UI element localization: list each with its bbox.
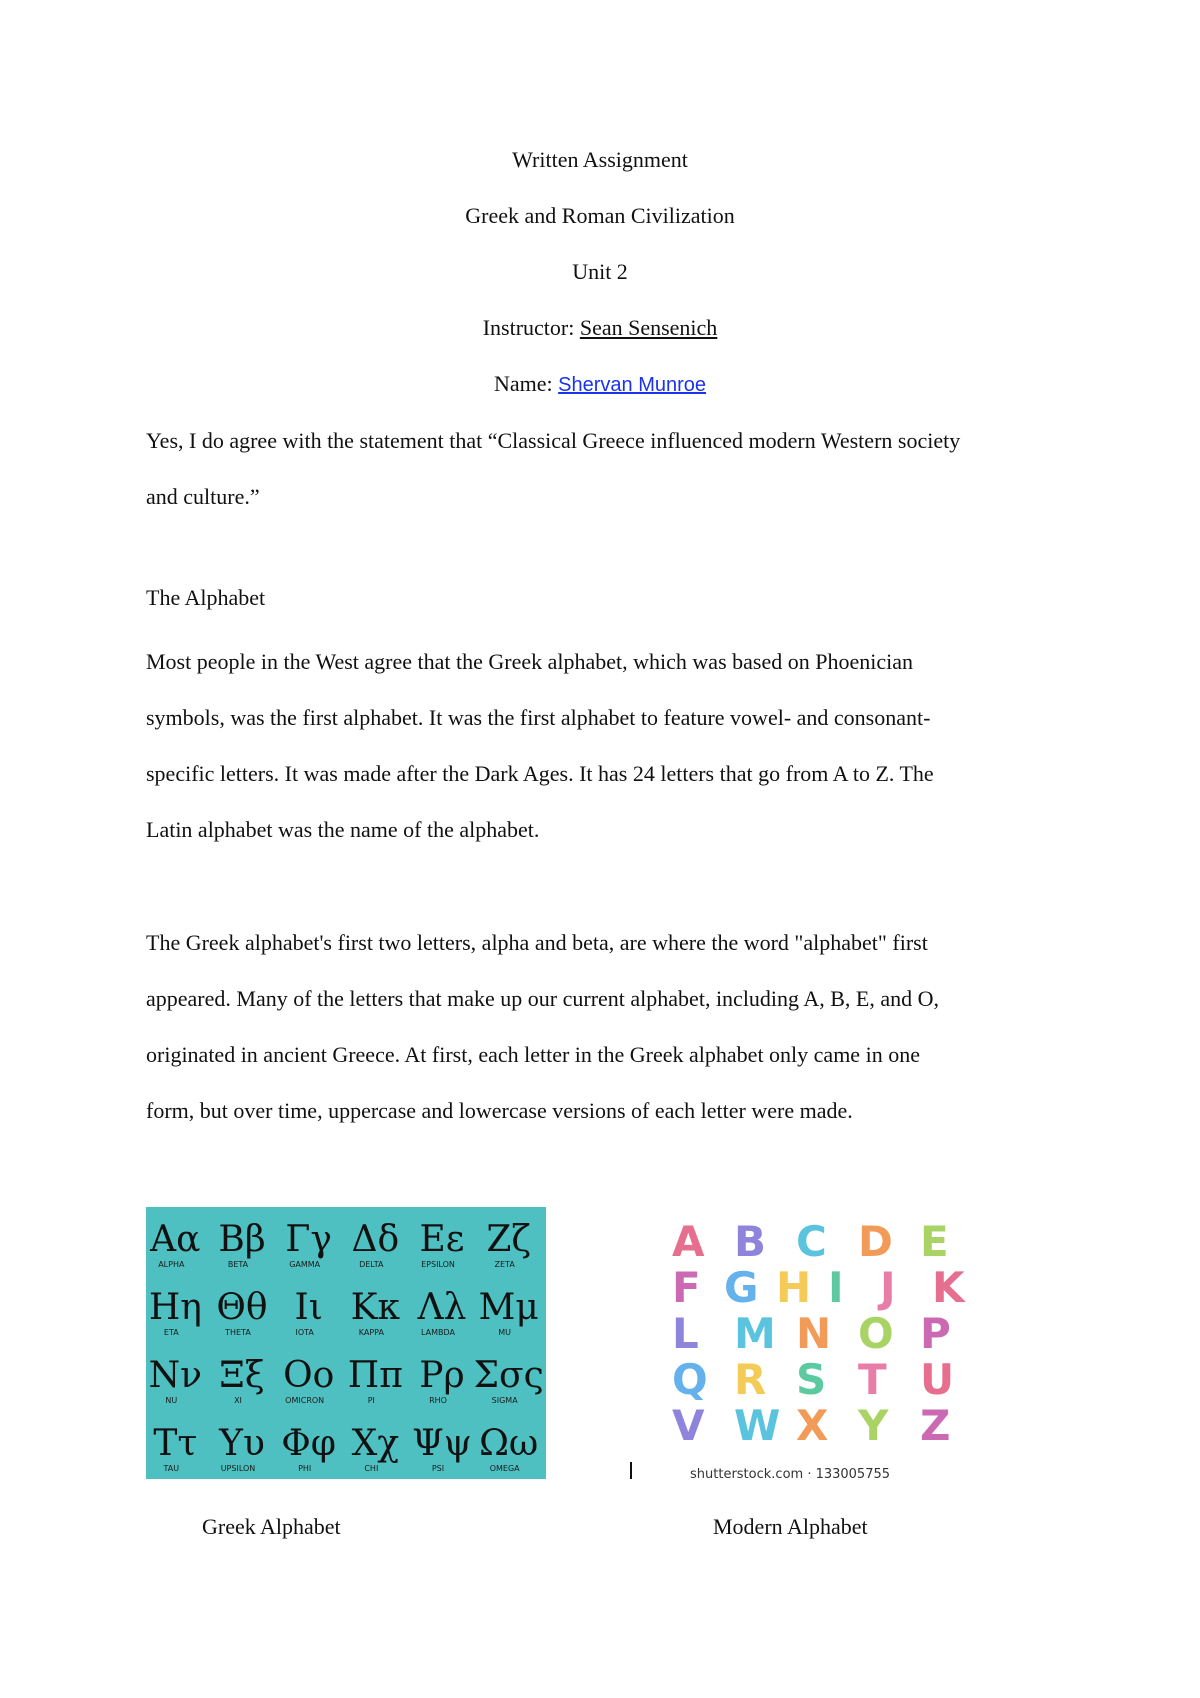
paragraph-line: specific letters. It was made after the Dark Ages. It has 24 letters that go from A to Z. The (146, 761, 934, 786)
greek-letter: Aα (150, 1219, 201, 1260)
greek-letter: Nν (148, 1355, 203, 1396)
modern-alphabet-image (660, 1212, 1000, 1490)
modern-letter: T (858, 1355, 887, 1404)
greek-letter-name: ETA (163, 1328, 179, 1337)
student-name-link[interactable]: Shervan Munroe (558, 374, 707, 396)
greek-letter-name: IOTA (295, 1328, 314, 1337)
modern-letter: E (920, 1217, 949, 1266)
greek-letter-name: NU (165, 1396, 178, 1405)
intro-line: Yes, I do agree with the statement that “Classical Greece influenced modern Western society (146, 428, 961, 453)
section-heading-text: The Alphabet (146, 585, 266, 610)
greek-letter: Δδ (351, 1219, 400, 1260)
greek-letter-name: RHO (429, 1396, 447, 1405)
greek-letter: Xχ (351, 1423, 400, 1464)
modern-letter: X (796, 1401, 829, 1450)
modern-letter: Z (920, 1401, 951, 1450)
modern-letter: C (796, 1217, 827, 1266)
modern-letter: M (734, 1309, 776, 1358)
unit-label: Unit 2 (572, 259, 628, 284)
greek-letter-name: DELTA (359, 1260, 384, 1269)
greek-letter: Γγ (285, 1219, 332, 1260)
greek-letter-name: SIGMA (491, 1396, 518, 1405)
modern-letter: D (858, 1217, 893, 1266)
modern-letter: J (880, 1263, 896, 1312)
greek-alphabet-chart (146, 1207, 546, 1479)
modern-letter: N (796, 1309, 832, 1358)
modern-letter: A (672, 1217, 705, 1266)
paragraph-line: Most people in the West agree that the Greek alphabet, which was based on Phoenician (146, 649, 913, 674)
greek-letter-name: CHI (364, 1464, 379, 1473)
paragraph-line: symbols, was the first alphabet. It was the first alphabet to feature vowel- and consonant- (146, 705, 931, 730)
modern-letter: F (672, 1263, 701, 1312)
paragraph-line: appeared. Many of the letters that make up our current alphabet, including A, B, E, and O, (146, 986, 939, 1011)
instructor-line (0, 313, 1200, 343)
greek-letter: Eε (419, 1219, 465, 1260)
greek-letter: Yυ (219, 1423, 265, 1464)
modern-letter: I (828, 1263, 844, 1312)
modern-letter: K (932, 1263, 965, 1312)
course-name: Greek and Roman Civilization (465, 203, 735, 228)
greek-letter-name: ALPHA (158, 1260, 185, 1269)
modern-letter: H (776, 1263, 812, 1312)
greek-letter: Φφ (281, 1423, 337, 1464)
modern-letter: V (672, 1401, 705, 1450)
name-label: Name: (493, 371, 559, 396)
greek-letter: Mμ (478, 1287, 539, 1328)
greek-letter-name: TAU (163, 1464, 180, 1473)
intro-paragraph (146, 413, 1058, 525)
instructor-name: Sean Sensenich (579, 315, 718, 340)
modern-letter: B (734, 1217, 767, 1266)
greek-letter-name: GAMMA (289, 1260, 321, 1269)
paragraph-line: originated in ancient Greece. At first, each letter in the Greek alphabet only came in one (146, 1042, 920, 1067)
alphabet-paragraph-2 (146, 915, 1058, 1139)
modern-letter: L (672, 1309, 699, 1358)
modern-letter: U (920, 1355, 955, 1404)
modern-letter: Y (858, 1401, 889, 1450)
greek-letter: Pρ (419, 1355, 465, 1396)
assignment-title: Written Assignment (512, 147, 688, 172)
greek-letter-name: OMEGA (489, 1464, 520, 1473)
greek-alphabet-image (146, 1207, 546, 1479)
greek-letter-name: THETA (225, 1328, 251, 1337)
greek-letter-name: UPSILON (220, 1464, 256, 1473)
greek-letter: Kκ (350, 1287, 401, 1328)
modern-alphabet-caption: Modern Alphabet (713, 1514, 868, 1539)
greek-letter: Ππ (347, 1355, 403, 1396)
modern-letter: G (724, 1263, 759, 1312)
greek-letter-name: EPSILON (421, 1260, 455, 1269)
greek-letter: Zζ (486, 1219, 531, 1260)
greek-letter: Θθ (216, 1287, 268, 1328)
modern-alphabet-chart (660, 1212, 1000, 1490)
greek-letter-name: LAMBDA (421, 1328, 455, 1337)
greek-letter: Tτ (153, 1423, 198, 1464)
modern-letter: W (734, 1401, 781, 1450)
text-cursor (630, 1462, 632, 1479)
modern-letter: O (858, 1309, 894, 1358)
watermark-text: shutterstock.com · 133005755 (690, 1467, 891, 1482)
greek-letter-name: BETA (227, 1260, 249, 1269)
alphabet-paragraph-1 (146, 634, 1058, 858)
greek-letter-name: OMICRON (285, 1396, 325, 1405)
modern-letter: R (734, 1355, 767, 1404)
paragraph-line: The Greek alphabet's first two letters, alpha and beta, are where the word "alphabet" first (146, 930, 928, 955)
greek-letter-name: KAPPA (358, 1328, 384, 1337)
greek-alphabet-caption: Greek Alphabet (202, 1514, 341, 1539)
greek-letter: Bβ (218, 1219, 266, 1260)
greek-letter-name: MU (498, 1328, 512, 1337)
modern-letter: P (920, 1309, 951, 1358)
modern-letter: Q (672, 1355, 708, 1404)
greek-letter-name: ZETA (494, 1260, 515, 1269)
greek-letter-name: PHI (298, 1464, 312, 1473)
greek-letter: Iι (294, 1287, 323, 1328)
paragraph-line: form, but over time, uppercase and lowercase versions of each letter were made. (146, 1098, 853, 1123)
intro-line: and culture.” (146, 484, 260, 509)
greek-letter: Ψψ (412, 1423, 472, 1464)
greek-letter: Σσς (473, 1355, 544, 1396)
instructor-label: Instructor: (482, 315, 580, 340)
greek-letter-name: PI (367, 1396, 375, 1405)
name-line (0, 369, 1200, 400)
greek-letter: Oo (283, 1355, 335, 1396)
greek-letter: Ξξ (219, 1355, 265, 1396)
greek-letter-name: XI (234, 1396, 242, 1405)
greek-letter: Hη (148, 1287, 202, 1328)
greek-letter: Λλ (417, 1287, 467, 1328)
greek-letter-name: PSI (431, 1464, 445, 1473)
modern-letter: S (796, 1355, 827, 1404)
section-heading (146, 570, 1058, 626)
paragraph-line: Latin alphabet was the name of the alphabet. (146, 817, 540, 842)
greek-letter: Ωω (479, 1423, 539, 1464)
